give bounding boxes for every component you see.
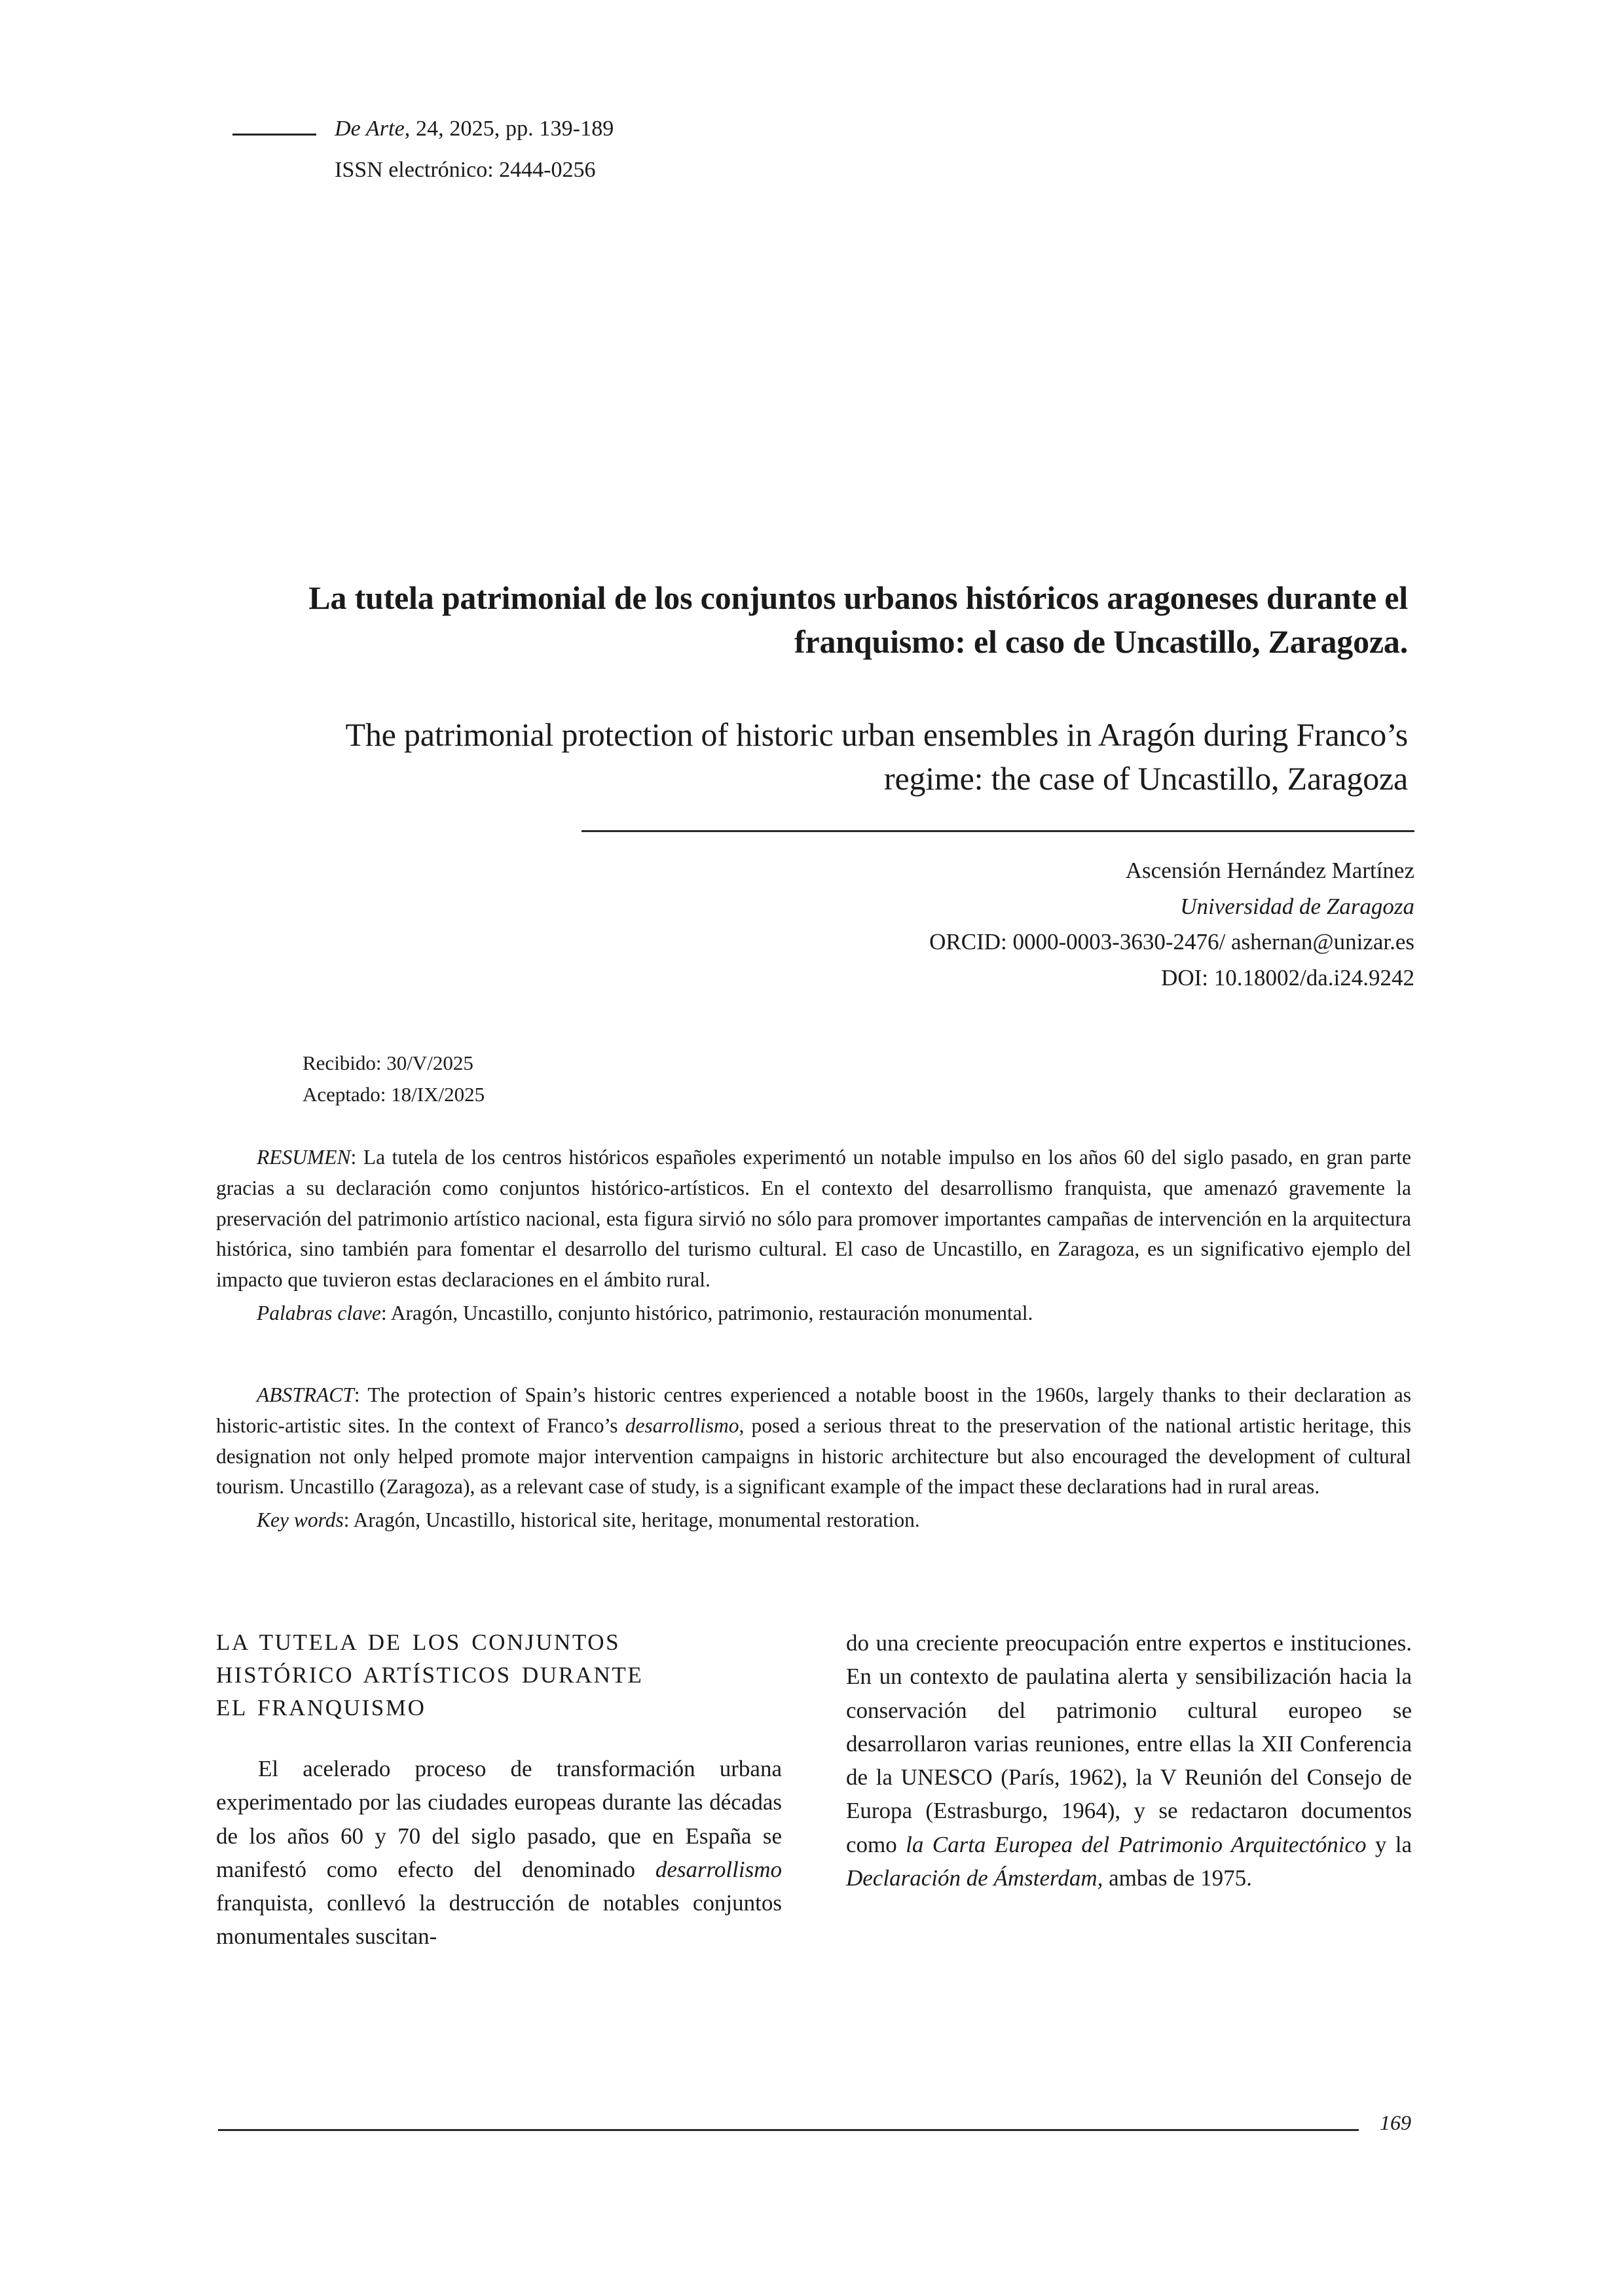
title-author-separator [581, 830, 1414, 832]
footer-rule [218, 2129, 1359, 2131]
resumen-paragraph [216, 1142, 1411, 1296]
page-number: 169 [1380, 2111, 1411, 2134]
section-heading-line-2: HISTÓRICO ARTÍSTICOS DURANTE [216, 1662, 644, 1688]
section-heading-line-1: LA TUTELA DE LOS CONJUNTOS [216, 1630, 621, 1655]
keywords-label-en: Key words [257, 1508, 344, 1532]
keywords-text-es: : Aragón, Uncastillo, conjunto histórico, patrimonio, restauración monumental. [380, 1301, 1033, 1324]
left-italic-term: desarrollismo [655, 1856, 782, 1882]
abstract-text-part1: : The protection of Spain’s historic centres experienced a notable boost in the 1960s, largely thanks to their declaration as historic-artistic sites. In the context of Franco’s [216, 1383, 1411, 1437]
journal-title: De Arte [335, 117, 405, 141]
issn-line: ISSN electrónico: 2444-0256 [335, 158, 596, 182]
body-columns [216, 1626, 1411, 1954]
abstract-block [216, 1380, 1411, 1536]
date-received: Recibido: 30/V/2025 [303, 1051, 473, 1074]
right-text-part3: ambas de 1975. [1103, 1865, 1252, 1891]
author-block [720, 853, 1414, 996]
section-heading-line-3: EL FRANQUISMO [216, 1695, 426, 1721]
masthead [232, 117, 1411, 183]
right-text-part1: do una creciente preocupación entre expertos e instituciones. En un contexto de paulatina alerta y sensibilización hacia la conservación del patrimonio cultural europeo se desarrollaron varias reuniones, entre ellas la XII Conferencia de la UNESCO (París, 1962), la V Reunión del Consejo de Europa (Estrasburgo, 1964), y se redactaron documentos como [846, 1630, 1412, 1857]
article-doi[interactable]: DOI: 10.18002/da.i24.9242 [1161, 964, 1414, 991]
author-affiliation: Universidad de Zaragoza [1180, 893, 1414, 919]
title-english: The patrimonial protection of historic urban ensembles in Aragón during Franco’s regime: the case of Uncastillo, Zaragoza [345, 716, 1408, 797]
resumen-text: : La tutela de los centros históricos españoles experimentó un notable impulso en los años 60 del siglo pasado, en gran parte gracias a su declaración como conjuntos histórico-artísticos. En el contexto del desarrollismo franquista, que amenazó gravemente la preservación del patrimonio artístico nacional, esta figura sirvió no sólo para promover importantes campañas de intervención en la arquitectura histórica, sino también para fomentar el desarrollo del turismo cultural. El caso de Uncastillo, en Zaragoza, es un significativo ejemplo del impacto que tuvieron estas declaraciones en el ámbito rural. [216, 1146, 1411, 1292]
publication-dates [303, 1048, 485, 1110]
left-text-part1: El acelerado proceso de transformación urbana experimentado por las ciudades europeas durante las décadas de los años 60 y 70 del siglo pasado, que en España se manifestó como efecto del denominado [216, 1756, 782, 1882]
column-left [216, 1626, 782, 1954]
author-name: Ascensión Hernández Martínez [1125, 858, 1414, 883]
right-italic-term-2: Declaración de Ámsterdam, [846, 1865, 1103, 1891]
abstract-paragraph [216, 1380, 1411, 1503]
abstract-label: ABSTRACT [257, 1383, 354, 1406]
right-italic-term-1: la Carta Europea del Patrimonio Arquitectónico [906, 1831, 1367, 1857]
masthead-rule [232, 134, 316, 136]
keywords-text-en: : Aragón, Uncastillo, historical site, heritage, monumental restoration. [343, 1508, 920, 1532]
date-accepted: Aceptado: 18/IX/2025 [303, 1083, 485, 1106]
masthead-first-row [232, 117, 1411, 143]
abstract-italic-term: desarrollismo [625, 1413, 739, 1437]
abstract-keywords [216, 1505, 1411, 1536]
abstract-text-part2: , posed a serious threat to the preservation of the national artistic heritage, this designation not only helped promote major intervention campaigns in historic architecture but also encouraged the development of cultural tourism. Uncastillo (Zaragoza), as a relevant case of study, is a significant example of the impact these declarations had in rural areas. [216, 1413, 1411, 1499]
body-paragraph-left [216, 1752, 782, 1954]
section-heading [216, 1626, 782, 1724]
author-orcid-email[interactable]: ORCID: 0000-0003-3630-2476/ ashernan@unizar.es [929, 929, 1414, 955]
title-block [255, 576, 1408, 800]
keywords-label-es: Palabras clave [257, 1301, 381, 1324]
column-right [846, 1626, 1412, 1954]
resumen-block [216, 1142, 1411, 1329]
left-text-part2: franquista, conllevó la destrucción de notables conjuntos monumentales suscitan- [216, 1890, 782, 1950]
journal-issue: , 24, 2025, pp. 139-189 [404, 117, 614, 141]
resumen-keywords [216, 1298, 1411, 1329]
right-text-part2: y la [1366, 1831, 1412, 1857]
journal-citation [335, 117, 614, 141]
resumen-label: RESUMEN [257, 1146, 351, 1169]
title-spanish: La tutela patrimonial de los conjuntos urbanos históricos aragoneses durante el franquismo: el caso de Uncastillo, Zaragoza. [308, 579, 1408, 660]
body-paragraph-right [846, 1626, 1412, 1895]
